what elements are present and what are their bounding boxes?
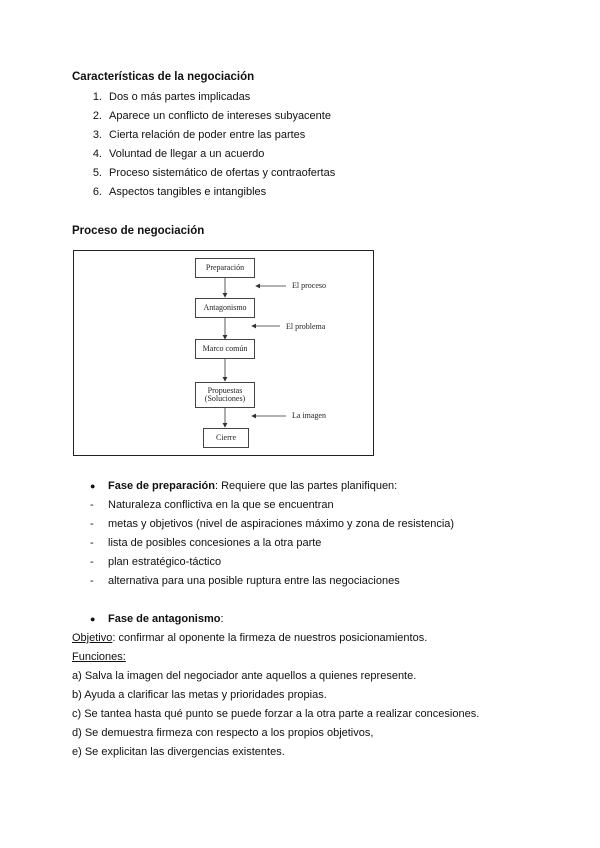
prep-title: Fase de preparación bbox=[108, 480, 215, 492]
list-text: Proceso sistemático de ofertas y contraofertas bbox=[109, 167, 336, 179]
step-antagonismo: Antagonismo bbox=[195, 298, 255, 318]
list-text: Voluntad de llegar a un acuerdo bbox=[109, 148, 265, 160]
antag-line bbox=[0, 613, 600, 627]
list-text: Naturaleza conflictiva en la que se encuentran bbox=[108, 499, 334, 511]
step-preparacion: Preparación bbox=[195, 258, 255, 278]
list-item bbox=[0, 499, 600, 513]
dash: - bbox=[90, 499, 94, 511]
prep-line bbox=[0, 480, 600, 494]
function-item: a) Salva la imagen del negociador ante aquellos a quienes represente. bbox=[72, 670, 417, 682]
objective-text: : confirmar al oponente la firmeza de nuestros posicionamientos. bbox=[112, 632, 428, 644]
bullet-icon: ● bbox=[90, 614, 96, 624]
objective-line bbox=[72, 632, 427, 644]
list-item bbox=[0, 537, 600, 551]
label-problema: El problema bbox=[286, 322, 326, 331]
list-number: 1. bbox=[92, 91, 102, 103]
list-number: 4. bbox=[92, 148, 102, 160]
list-text: alternativa para una posible ruptura entre las negociaciones bbox=[108, 575, 400, 587]
list-text: Cierta relación de poder entre las partes bbox=[109, 129, 306, 141]
list-text: Aspectos tangibles e intangibles bbox=[109, 186, 267, 198]
function-item: c) Se tantea hasta qué punto se puede forzar a la otra parte a realizar concesiones. bbox=[72, 708, 480, 720]
list-item bbox=[84, 129, 305, 141]
antag-colon: : bbox=[220, 613, 224, 625]
list-item bbox=[84, 167, 335, 179]
function-item: d) Se demuestra firmeza con respecto a los propios objetivos, bbox=[72, 727, 374, 739]
step-propuestas: Propuestas (Soluciones) bbox=[195, 382, 255, 408]
antag-title: Fase de antagonismo bbox=[108, 613, 221, 625]
function-item: e) Se explicitan las divergencias existentes. bbox=[72, 746, 285, 758]
label-imagen: La imagen bbox=[292, 411, 326, 420]
bullet-icon: ● bbox=[90, 481, 96, 491]
list-item bbox=[0, 575, 600, 589]
dash: - bbox=[90, 537, 94, 549]
antag-text bbox=[108, 613, 224, 625]
list-number: 2. bbox=[92, 110, 102, 122]
heading-caracteristicas: Características de la negociación bbox=[72, 71, 255, 83]
list-text: plan estratégico-táctico bbox=[108, 556, 222, 568]
list-text: metas y objetivos (nivel de aspiraciones máximo y zona de resistencia) bbox=[108, 518, 455, 530]
dash: - bbox=[90, 556, 94, 568]
list-text: lista de posibles concesiones a la otra parte bbox=[108, 537, 322, 549]
functions-label: Funciones: bbox=[72, 651, 126, 663]
list-item bbox=[84, 110, 331, 122]
prep-text bbox=[108, 480, 397, 492]
list-number: 3. bbox=[92, 129, 102, 141]
objective-label: Objetivo bbox=[72, 632, 113, 644]
list-number: 6. bbox=[92, 186, 102, 198]
process-diagram bbox=[73, 250, 374, 456]
prep-intro: : Requiere que las partes planifiquen: bbox=[215, 480, 398, 492]
list-item bbox=[0, 518, 600, 532]
dash: - bbox=[90, 575, 94, 587]
dash: - bbox=[90, 518, 94, 530]
step-marco-comun: Marco común bbox=[195, 339, 255, 359]
list-number: 5. bbox=[92, 167, 102, 179]
list-item bbox=[0, 556, 600, 570]
function-item: b) Ayuda a clarificar las metas y prioridades propias. bbox=[72, 689, 327, 701]
heading-proceso: Proceso de negociación bbox=[72, 225, 205, 237]
label-proceso: El proceso bbox=[292, 281, 326, 290]
step-cierre: Cierre bbox=[203, 428, 249, 448]
list-item bbox=[84, 91, 250, 103]
list-text: Dos o más partes implicadas bbox=[109, 91, 251, 103]
list-item bbox=[84, 186, 266, 198]
list-text: Aparece un conflicto de intereses subyacente bbox=[109, 110, 331, 122]
list-item bbox=[84, 148, 264, 160]
